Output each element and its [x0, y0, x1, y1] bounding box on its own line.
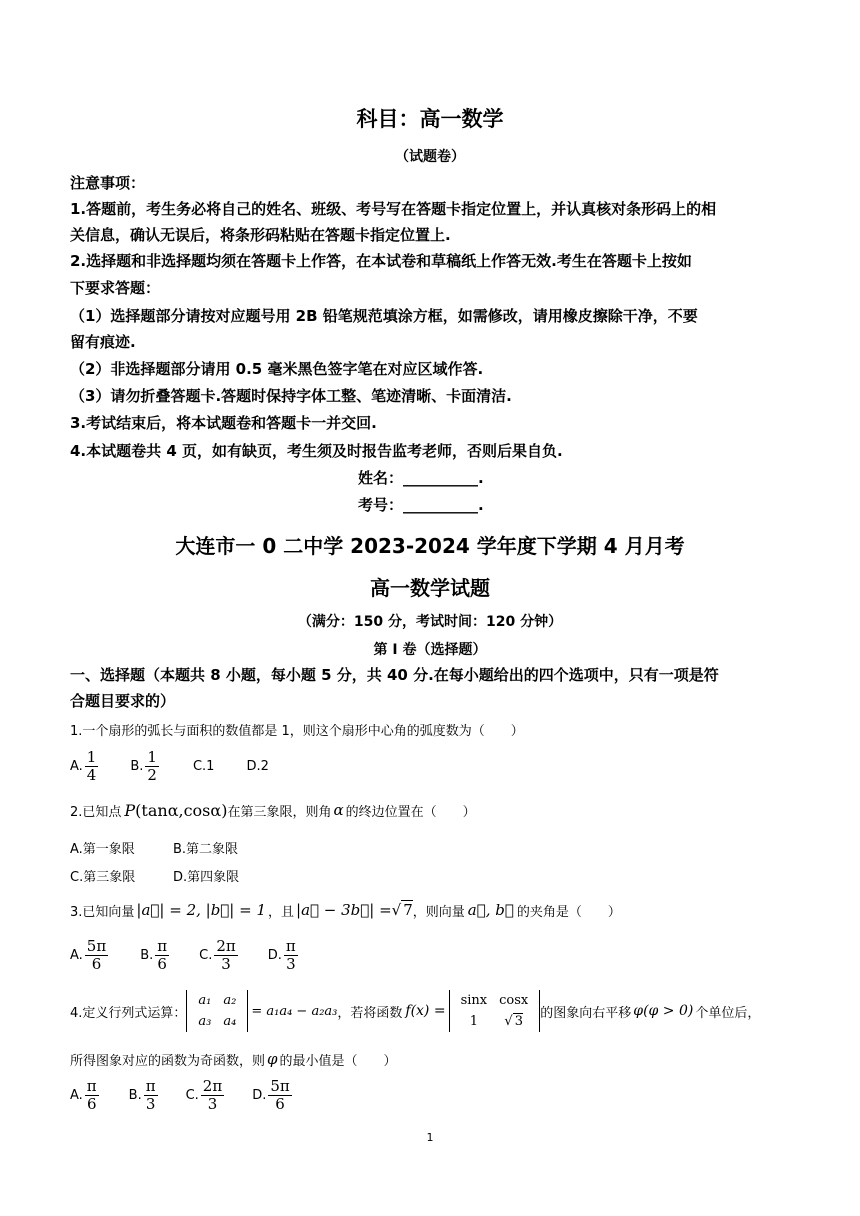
q4-option-a: A. $\frac{\pi}{6}$	[70, 1076, 97, 1113]
q4-option-c: C. $\frac{2\pi}{3}$	[185, 1076, 223, 1113]
section-heading-b: 合题目要求的）	[70, 692, 176, 710]
subject-title: 科目：高一数学	[356, 107, 504, 131]
q4-options	[70, 1074, 294, 1116]
note-1b: 关信息，确认无误后，将条形码粘贴在答题卡指定位置上.	[70, 226, 451, 244]
q4-definition-determinant: a₁ a₂ a₃ a₄	[186, 990, 248, 1032]
note-4: （2）非选择题部分请用 0.5 毫米黑色签字笔在对应区域作答.	[70, 360, 484, 378]
part-title: 第 I 卷（选择题）	[373, 642, 487, 658]
q1-option-b: B. $\frac{1}{2}$	[130, 747, 157, 784]
q1-option-c: C.1	[192, 758, 215, 774]
q3-option-b: B. $\frac{\pi}{6}$	[140, 936, 168, 973]
school-title: 大连市一 0 二中学 2023-2024 学年度下学期 4 月月考	[175, 534, 685, 558]
note-2a: 2.选择题和非选择题均须在答题卡上作答，在本试卷和草稿纸上作答无效.考生在答题卡上按如	[70, 252, 692, 270]
q3-options	[70, 934, 300, 976]
q2-option-b: B.第二象限	[173, 842, 239, 857]
q1-option-a: A. $\frac{1}{4}$	[70, 747, 97, 784]
section-heading-a: 一、选择题（本题共 8 小题，每小题 5 分，共 40 分.在每小题给出的四个选项中，只有一项是符	[70, 666, 719, 684]
page-number: 1	[426, 1131, 434, 1144]
q3-stem: 3.已知向量 |a⃗| = 2, |b⃗| = 1 ，且 |a⃗ − 3b⃗| = √ 7 ，则向量 a⃗, b⃗ 的夹角是（ ）	[70, 901, 621, 920]
note-7: 4.本试题卷共 4 页，如有缺页，考生须及时报告监考老师，否则后果自负.	[70, 442, 563, 460]
note-3a: （1）选择题部分请按对应题号用 2B 铅笔规范填涂方框，如需修改，请用橡皮擦除干净，不要	[70, 307, 698, 325]
notes-title: 注意事项：	[70, 174, 146, 192]
q1-stem: 1.一个扇形的弧长与面积的数值都是 1，则这个扇形中心角的弧度数为（ ）	[70, 724, 524, 739]
q1-options	[70, 745, 269, 787]
q2-option-c: C.第三象限	[70, 870, 136, 885]
q2-stem: 2.已知点 P (tanα,cosα) 在第三象限，则角 α 的终边位置在（ ）	[70, 800, 476, 820]
q4-stem-line2: 所得图象对应的函数为奇函数，则 φ 的最小值是（ ）	[70, 1050, 397, 1069]
q4-function-determinant: sinx cosx 1 √ 3	[449, 990, 541, 1032]
note-2b: 下要求答题：	[70, 279, 161, 297]
q3-option-c: C. $\frac{2\pi}{3}$	[199, 936, 236, 973]
q1-option-d: D.2	[246, 758, 269, 774]
note-5: （3）请勿折叠答题卡.答题时保持字体工整、笔迹清晰、卡面清洁.	[70, 387, 512, 405]
note-6: 3.考试结束后，将本试题卷和答题卡一并交回.	[70, 414, 377, 432]
q4-option-d: D. $\frac{5\pi}{6}$	[252, 1076, 290, 1113]
exam-title: 高一数学试题	[370, 576, 490, 600]
note-3b: 留有痕迹.	[70, 333, 136, 351]
q2-option-d: D.第四象限	[173, 870, 240, 885]
q2-option-a: A.第一象限	[70, 842, 135, 857]
exam-number-field: 考号：__________.	[358, 496, 484, 514]
q4-option-b: B. $\frac{\pi}{3}$	[128, 1076, 156, 1113]
note-1a: 1.答题前，考生务必将自己的姓名、班级、考号写在答题卡指定位置上，并认真核对条形码上的相	[70, 200, 717, 218]
paper-type: （试题卷）	[395, 149, 465, 165]
q4-stem: 4.定义行列式运算： a₁ a₂ a₃ a₄ = a₁a₄ − a₂a₃ ，若将函数 f(x) = sinx cosx 1 √ 3 的图象向右平移 φ(φ > 0) 个单位后，	[70, 986, 760, 1036]
exam-meta: （满分：150 分，考试时间：120 分钟）	[297, 614, 563, 630]
q3-option-d: D. $\frac{\pi}{3}$	[267, 936, 296, 973]
q3-option-a: A. $\frac{5\pi}{6}$	[70, 936, 107, 973]
name-field: 姓名：__________.	[358, 469, 484, 487]
